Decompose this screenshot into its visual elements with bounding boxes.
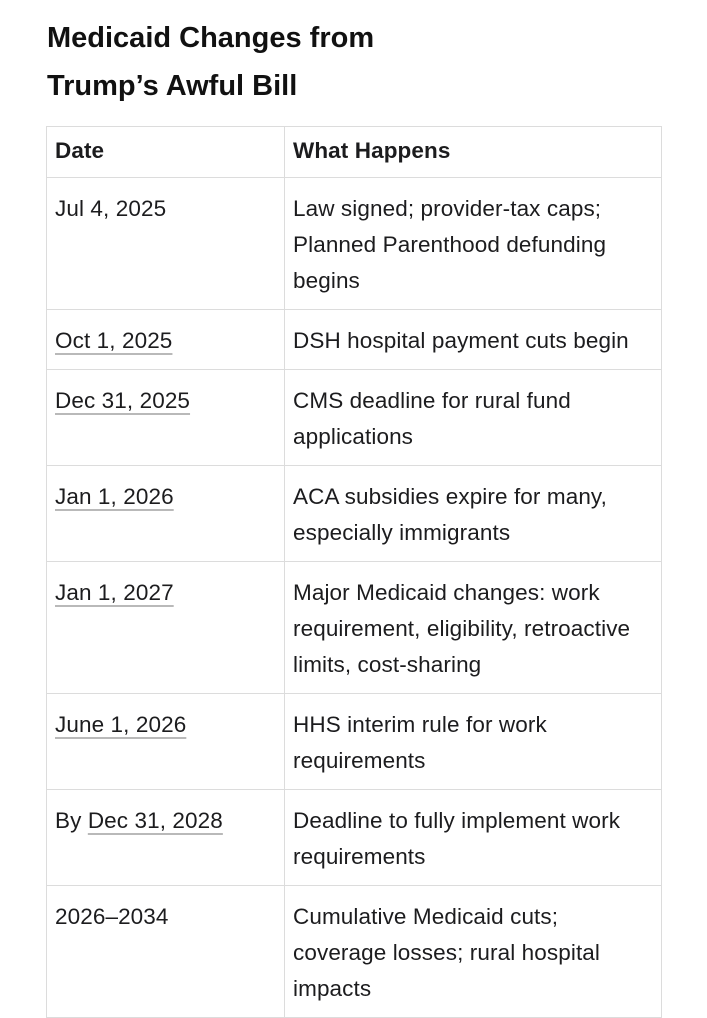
page-title-line-1: Medicaid Changes from: [47, 22, 375, 54]
table-header-row: [47, 127, 662, 178]
date-link[interactable]: Oct 1, 2025: [55, 328, 173, 353]
date-cell: [47, 694, 285, 790]
event-cell: Major Medicaid changes: work requirement, eligibility, retroactive limits, cost-sharing: [285, 562, 662, 694]
date-cell: [47, 178, 285, 310]
date-link[interactable]: Dec 31, 2028: [87, 808, 223, 833]
event-cell: Cumulative Medicaid cuts; coverage losses; rural hospital impacts: [285, 886, 662, 1018]
event-cell: DSH hospital payment cuts begin: [285, 310, 662, 370]
table-row: [47, 466, 662, 562]
date-cell: [47, 790, 285, 886]
table-row: [47, 886, 662, 1018]
timeline-table-container: [46, 126, 661, 1018]
page-title-line-2: Trump’s Awful Bill: [47, 70, 298, 102]
date-text: Jul 4, 2025: [55, 196, 167, 221]
date-link[interactable]: June 1, 2026: [55, 712, 187, 737]
event-cell: Law signed; provider-tax caps; Planned Parenthood defunding begins: [285, 178, 662, 310]
table-row: [47, 370, 662, 466]
date-cell: [47, 562, 285, 694]
event-cell: Deadline to fully implement work requirements: [285, 790, 662, 886]
date-prefix: By: [55, 808, 88, 833]
timeline-table: [46, 126, 662, 1018]
column-header-what-happens: What Happens: [285, 127, 662, 178]
table-row: [47, 178, 662, 310]
table-row: [47, 694, 662, 790]
date-cell: [47, 310, 285, 370]
column-header-date: Date: [47, 127, 285, 178]
table-row: [47, 562, 662, 694]
date-cell: [47, 370, 285, 466]
table-row: [47, 310, 662, 370]
date-cell: [47, 466, 285, 562]
event-cell: CMS deadline for rural fund applications: [285, 370, 662, 466]
date-text: 2026–2034: [55, 904, 169, 929]
page-title: [47, 14, 507, 110]
event-cell: ACA subsidies expire for many, especially immigrants: [285, 466, 662, 562]
date-link[interactable]: Dec 31, 2025: [55, 388, 191, 413]
date-link[interactable]: Jan 1, 2027: [55, 580, 174, 605]
date-link[interactable]: Jan 1, 2026: [55, 484, 174, 509]
event-cell: HHS interim rule for work requirements: [285, 694, 662, 790]
table-row: [47, 790, 662, 886]
date-cell: [47, 886, 285, 1018]
